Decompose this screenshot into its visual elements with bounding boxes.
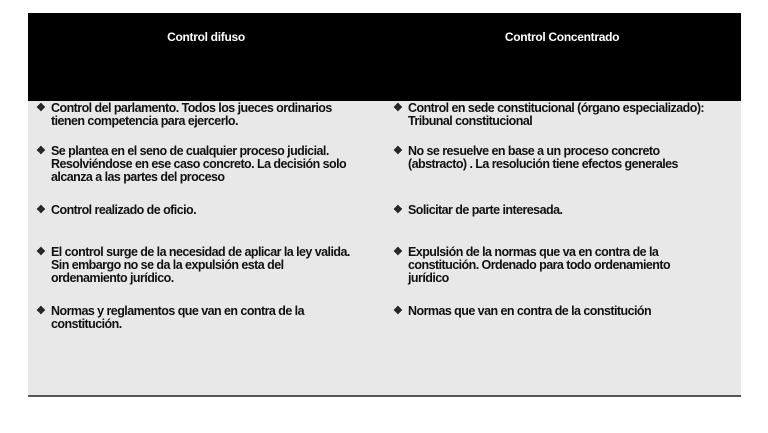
diamond-bullet-icon: ❖ xyxy=(36,305,46,317)
item-text-line: No se resuelve en base a un proceso concreto xyxy=(408,144,660,158)
diamond-bullet-icon: ❖ xyxy=(393,305,403,317)
item-text-line: Tribunal constitucional xyxy=(408,114,533,128)
item-text-line: (abstracto) . La resolución tiene efectos generales xyxy=(408,157,678,171)
diamond-bullet-icon: ❖ xyxy=(393,204,403,216)
left-column-item xyxy=(36,245,350,285)
diamond-bullet-icon: ❖ xyxy=(36,145,46,157)
item-text-line: alcanza a las partes del proceso xyxy=(51,170,225,184)
diamond-bullet-icon: ❖ xyxy=(393,145,403,157)
left-column-item xyxy=(36,203,197,217)
right-column-item xyxy=(393,245,671,285)
item-text-line: Solicitar de parte interesada. xyxy=(408,203,563,217)
item-text-line: Control realizado de oficio. xyxy=(51,203,197,217)
right-column-item xyxy=(393,304,652,318)
diamond-bullet-icon: ❖ xyxy=(393,246,403,258)
left-column-item xyxy=(36,101,332,128)
item-text-line: Sin embargo no se da la expulsión esta del xyxy=(51,258,284,272)
left-column-item xyxy=(36,144,347,184)
diamond-bullet-icon: ❖ xyxy=(393,102,403,114)
item-text-line: constitución. Ordenado para todo ordenamiento xyxy=(408,258,671,272)
item-text-line: Normas que van en contra de la constitución xyxy=(408,304,652,318)
header-control-concentrado: Control Concentrado xyxy=(504,30,620,44)
header-control-difuso: Control difuso xyxy=(167,30,245,44)
diamond-bullet-icon: ❖ xyxy=(36,204,46,216)
item-text-line: constitución. xyxy=(51,317,122,331)
diamond-bullet-icon: ❖ xyxy=(36,246,46,258)
item-text-line: Normas y reglamentos que van en contra de la xyxy=(51,304,304,318)
item-text-line: Resolviéndose en ese caso concreto. La decisión solo xyxy=(51,157,347,171)
item-text-line: Expulsión de la normas que va en contra de la xyxy=(408,245,659,259)
table-header xyxy=(28,13,741,101)
item-text-line: ordenamiento jurídico. xyxy=(51,271,174,285)
diamond-bullet-icon: ❖ xyxy=(36,102,46,114)
bottom-divider xyxy=(28,395,741,397)
right-column-item xyxy=(393,144,678,171)
right-column-item xyxy=(393,203,563,217)
item-text-line: jurídico xyxy=(408,271,449,285)
item-text-line: Se plantea en el seno de cualquier proceso judicial. xyxy=(51,144,329,158)
item-text-line: tienen competencia para ejercerlo. xyxy=(51,114,238,128)
item-text-line: Control del parlamento. Todos los jueces ordinarios xyxy=(51,101,332,115)
item-text-line: Control en sede constitucional (órgano especializado): xyxy=(408,101,705,115)
item-text-line: El control surge de la necesidad de aplicar la ley valida. xyxy=(51,245,350,259)
left-column-item xyxy=(36,304,304,331)
right-column-item xyxy=(393,101,705,128)
